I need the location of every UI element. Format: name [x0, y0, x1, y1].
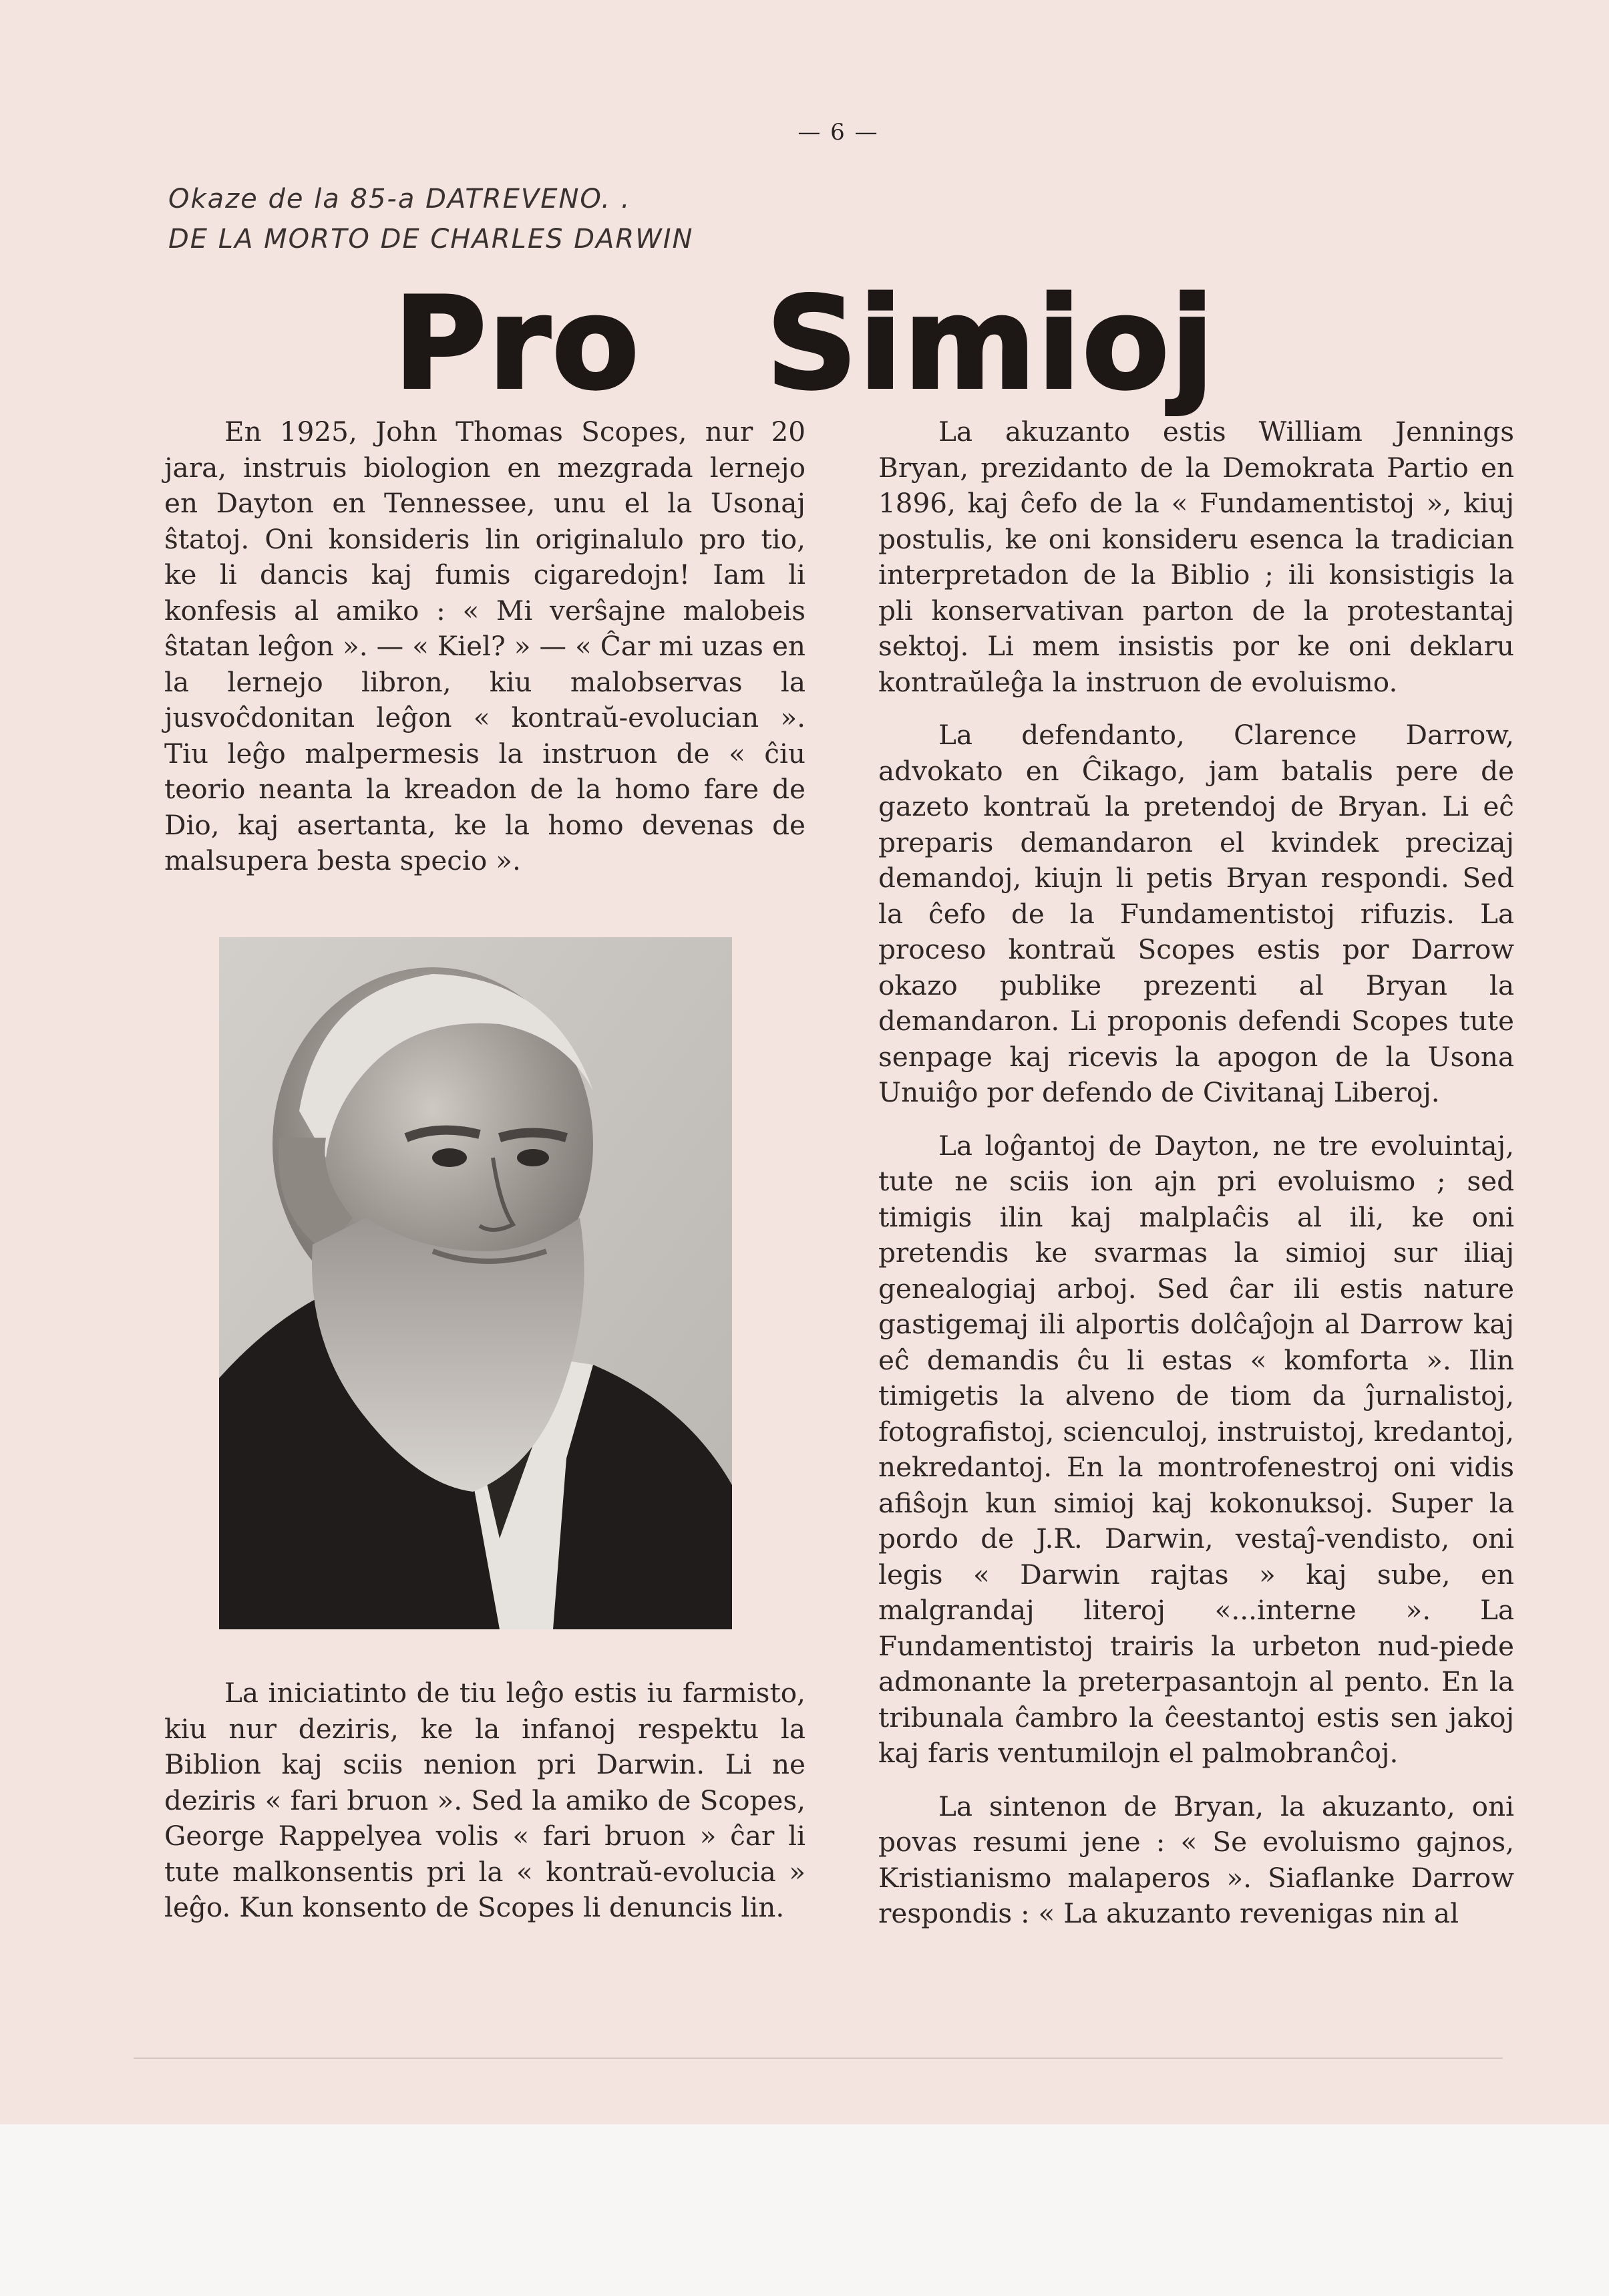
- page-number: — 6 —: [797, 119, 879, 146]
- paragraph: La defendanto, Clarence Darrow, advokato en Ĉikago, jam batalis pere de gazeto kontraŭ la pretendoj de Bryan. Li eĉ preparis demandaron el kvindek precizaj demandoj, kiujn li petis Bryan respondi. Sed la ĉefo de la Fundamentistoj rifuzis. La proceso kontraŭ Scopes estis por Darrow okazo publike prezenti al Bryan la demandaron. Li proponis defendi Scopes tute senpage kaj ricevis la apogon de la Usona Unuiĝo por defendo de Civitanaj Liberoj.: [878, 719, 1514, 1108]
- article-title: Pro Simioj: [393, 270, 1216, 418]
- page-bottom-margin: [0, 2124, 1609, 2296]
- left-column: [164, 414, 806, 896]
- paragraph: La akuzanto estis William Jennings Bryan, prezidanto de la Demokrata Partio en 1896, kaj ĉefo de la « Fundamentistoj », kiuj postulis, ke oni konsideru esenca la tradician interpretadon de la Biblio ; ili konsistigis la pli konservativan parton de la protestantaj sektoj. Li mem insistis por ke oni deklaru kontraŭleĝa la instruon de evoluismo.: [878, 416, 1514, 698]
- paragraph: La loĝantoj de Dayton, ne tre evoluintaj, tute ne sciis ion ajn pri evoluismo ; sed timigis ilin kaj malplaĉis al ili, ke oni pretendis ke svarmas la simioj sur iliaj genealogiaj arboj. Sed ĉar ili estis nature gastigemaj ili alportis dolĉaĵojn al Darrow kaj eĉ demandis ĉu li estas « komforta ». Ilin timigetis la alveno de tiom da ĵurnalistoj, fotografistoj, scienculoj, instruistoj, kredantoj, nekredantoj. En la montrofenestroj oni vidis afiŝojn kun simioj kaj kokonuksoj. Super la pordo de J.R. Darwin, vestaĵ-vendisto, oni legis « Darwin rajtas » kaj sube, en malgrandaj literoj «...interne ». La Fundamentistoj trairis la urbeton nud-piede admonante la preterpasantojn al pento. En la tribunala ĉambro la ĉeestantoj estis sen jakoj kaj faris ventumilojn el palmobranĉoj.: [878, 1129, 1514, 1769]
- paragraph: La sintenon de Bryan, la akuzanto, oni povas resumi jene : « Se evoluismo gajnos, Kristianismo malaperos ». Siaflanke Darrow respondis : « La akuzanto revenigas nin al: [878, 1790, 1514, 1929]
- occasion-subtitle: [168, 179, 693, 259]
- occasion-line-2: DE LA MORTO DE CHARLES DARWIN: [168, 224, 694, 255]
- left-column-lower: [164, 1675, 806, 1926]
- paragraph: En 1925, John Thomas Scopes, nur 20 jara, instruis biologion en mezgrada lernejo en Dayton en Tennessee, unu el la Usonaj ŝtatoj. Oni konsideris lin originalulo pro tio, ke li dancis kaj fumis cigaredojn! Iam li konfesis al amiko : « Mi verŝajne malobeis ŝtatan leĝon ». — « Kiel? » — « Ĉar mi uzas en la lernejo libron, kiu malobservas la jusvoĉdonitan leĝon « kontraŭ-evolucian ». Tiu leĝo malpermesis la instruon de « ĉiu teorio neanta la kreadon de la homo fare de Dio, kaj asertanta, ke la homo devenas de malsupera besta specio ».: [164, 416, 806, 876]
- paragraph: La iniciatinto de tiu leĝo estis iu farmisto, kiu nur deziris, ke la infanoj respektu la Biblion kaj sciis nenion pri Darwin. Li ne deziris « fari bruon ». Sed la amiko de Scopes, George Rappelyea volis « fari bruon » ĉar li tute malkonsentis pri la « kontraŭ-evolucia » leĝo. Kun konsento de Scopes li denuncis lin.: [164, 1677, 806, 1923]
- right-column: [878, 414, 1514, 1949]
- darwin-portrait: [219, 937, 732, 1629]
- occasion-line-1: Okaze de la 85-a DATREVENO. .: [168, 184, 631, 214]
- page-bottom-rule: [134, 2058, 1503, 2059]
